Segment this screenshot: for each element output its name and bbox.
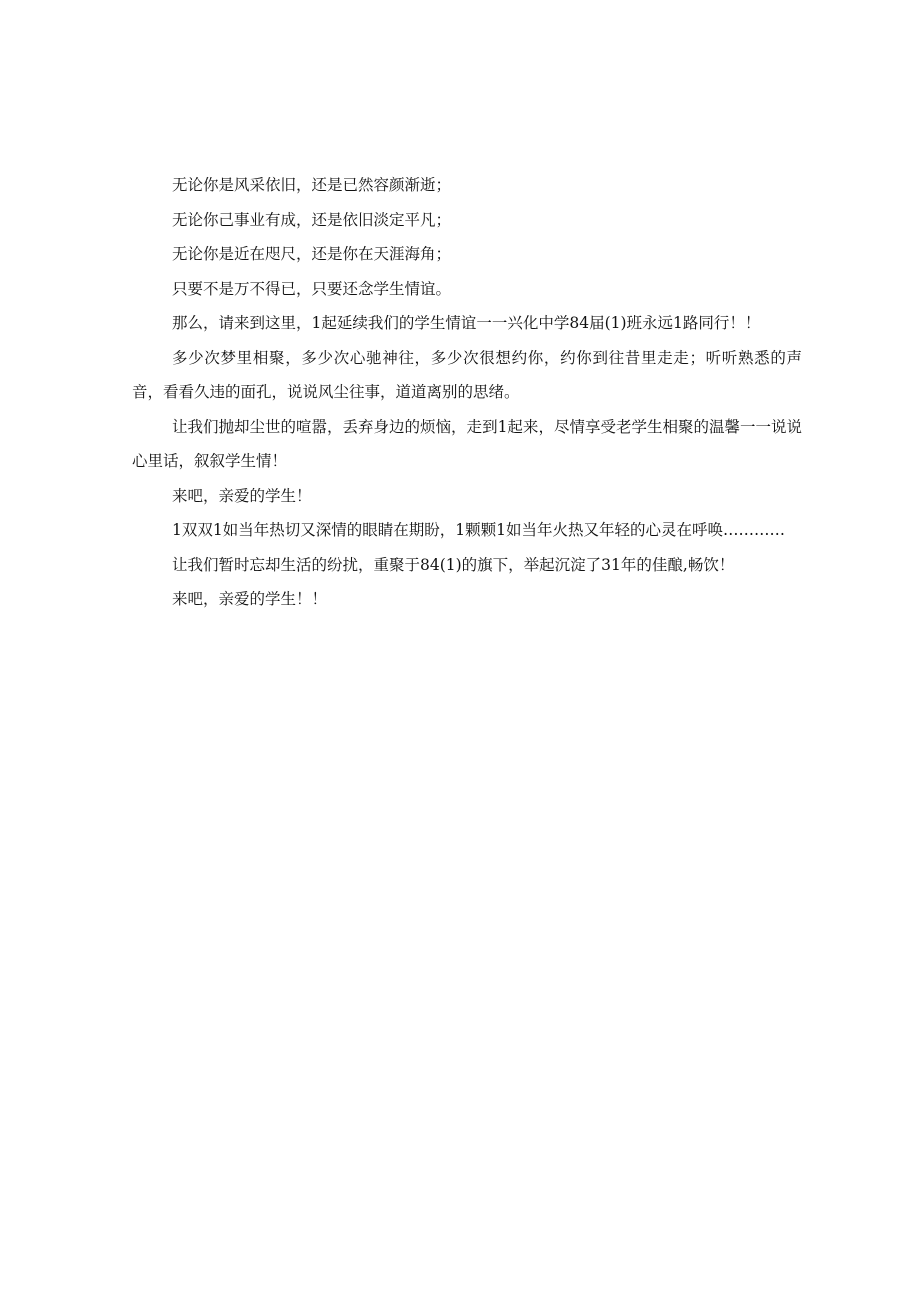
paragraph-5: 那么，请来到这里，1起延续我们的学生情谊一一兴化中学84届(1)班永远1路同行！！ [172,314,761,332]
paragraph-3: 无论你是近在咫尺，还是你在天涯海角； [172,245,452,263]
paragraph-11: 来吧，亲爱的学生！！ [172,590,328,608]
document-body [132,168,802,617]
paragraph-9: 1双双1如当年热切又深情的眼睛在期盼，1颗颗1如当年火热又年轻的心灵在呼唤………… [172,521,785,539]
paragraph-1: 无论你是风采依旧，还是已然容颜渐逝； [172,176,452,194]
paragraph-7: 让我们抛却尘世的喧嚣，丢弃身边的烦恼，走到1起来，尽情享受老学生相聚的温馨一一说说心里话，叙叙学生情！ [132,417,802,470]
paragraph-8: 来吧，亲爱的学生！ [172,486,312,505]
paragraph-10: 让我们暂时忘却生活的纷扰，重聚于84(1)的旗下，举起沉淀了31年的佳酿,畅饮！ [172,555,735,574]
paragraph-4: 只要不是万不得已，只要还念学生情谊。 [172,279,452,298]
paragraph-6: 多少次梦里相聚，多少次心驰神往，多少次很想约你，约你到往昔里走走；听听熟悉的声音，看看久违的面孔，说说风尘往事，道道离别的思绪。 [132,348,802,401]
paragraph-2: 无论你己事业有成，还是依旧淡定平凡； [172,210,452,229]
